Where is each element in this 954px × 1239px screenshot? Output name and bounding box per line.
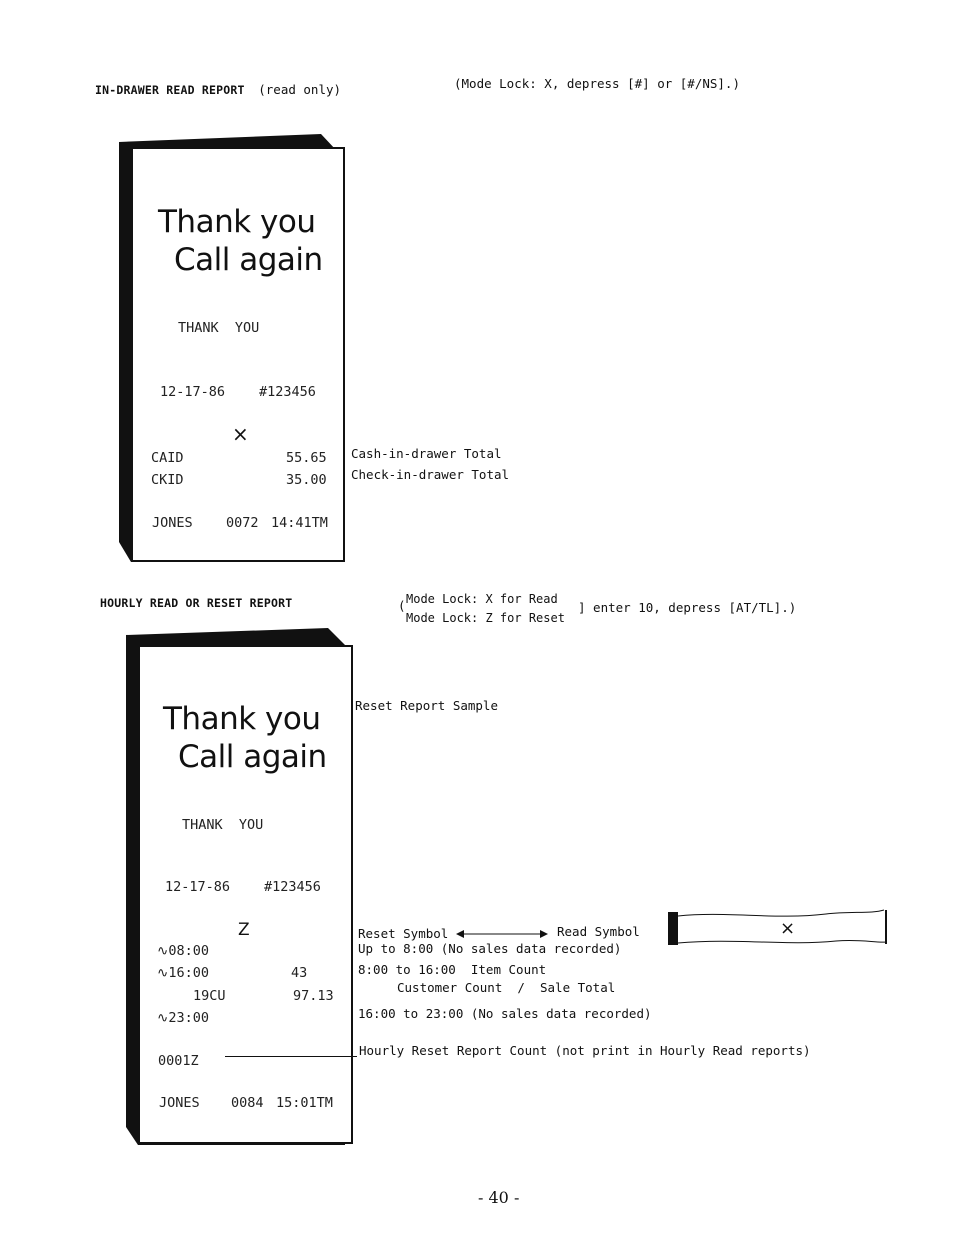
- receipt2-reset-symbol: Z: [238, 920, 250, 940]
- receipt2-footer-code: 0084: [231, 1095, 264, 1111]
- note-16-to-23: 16:00 to 23:00 (No sales data recorded): [358, 1006, 652, 1021]
- mode-open-paren: (: [398, 598, 406, 613]
- receipt2-thank-you: THANK YOU: [182, 817, 264, 833]
- note-check-in-drawer: Check-in-drawer Total: [351, 467, 510, 482]
- receipt1-thank-you: THANK YOU: [178, 320, 260, 336]
- receipt1-footer-code: 0072: [226, 515, 259, 531]
- note-read-symbol: Read Symbol: [557, 924, 640, 939]
- read-strip-symbol: ×: [780, 918, 796, 939]
- receipt2-row4-time: 23:00: [168, 1010, 209, 1026]
- receipt1-footer-time: 14:41TM: [271, 515, 328, 531]
- note-up-to-8: Up to 8:00 (No sales data recorded): [358, 941, 622, 956]
- note-reset-symbol: Reset Symbol: [358, 926, 449, 941]
- receipt2-row2-time: 16:00: [168, 965, 209, 981]
- receipt-hourly-reset: [123, 627, 355, 1147]
- page-number: - 40 -: [478, 1188, 520, 1207]
- receipt2-thanks-line2: Call again: [178, 739, 327, 775]
- section1-subtitle: (read only): [258, 82, 342, 97]
- receipt2-row4: [157, 1010, 209, 1026]
- section1-header: [95, 79, 341, 98]
- receipt1-caid-value: 55.65: [286, 450, 327, 466]
- section2-title: HOURLY READ OR RESET REPORT: [100, 596, 293, 610]
- note-cash-in-drawer: Cash-in-drawer Total: [351, 446, 502, 461]
- receipt2-row3-label: 19CU: [193, 988, 226, 1004]
- receipt-in-drawer: [116, 132, 346, 564]
- receipt1-caid-label: CAID: [151, 450, 184, 466]
- double-arrow-icon: [456, 929, 548, 939]
- receipt2-row3-value: 97.13: [293, 988, 334, 1004]
- receipt2-date: 12-17-86: [165, 879, 231, 895]
- receipt2-row2: [157, 965, 209, 981]
- receipt1-ckid-label: CKID: [151, 472, 184, 488]
- approx-mark-icon: ∿: [157, 943, 169, 959]
- note-hourly-reset-count: Hourly Reset Report Count (not print in Hourly Read reports): [359, 1043, 811, 1058]
- receipt2-thanks-line1: Thank you: [163, 701, 321, 737]
- note-8-to-16: 8:00 to 16:00 Item Count: [358, 962, 547, 977]
- note-reset-sample: Reset Report Sample: [355, 698, 498, 713]
- receipt2-row1-time: 08:00: [168, 943, 209, 959]
- section1-title: IN-DRAWER READ REPORT: [95, 83, 245, 97]
- receipt1-footer-name: JONES: [152, 515, 193, 531]
- receipt2-footer-name: JONES: [159, 1095, 200, 1111]
- mode-reset-line: Mode Lock: Z for Reset: [406, 611, 565, 625]
- approx-mark-icon: ∿: [157, 1010, 169, 1026]
- receipt1-thanks-line1: Thank you: [158, 204, 316, 240]
- note-customer-count: Customer Count / Sale Total: [397, 980, 616, 995]
- count-leader-line: [225, 1056, 357, 1057]
- receipt2-footer-time: 15:01TM: [276, 1095, 333, 1111]
- receipt2-reset-count: 0001Z: [158, 1053, 199, 1069]
- receipt2-row1: [157, 943, 209, 959]
- mode-close-note: ] enter 10, depress [AT/TL].): [578, 600, 797, 615]
- receipt2-row2-value: 43: [291, 965, 308, 981]
- section2-mode-note: [398, 590, 818, 630]
- receipt1-number: #123456: [259, 384, 316, 400]
- approx-mark-icon: ∿: [157, 965, 169, 981]
- receipt1-ckid-value: 35.00: [286, 472, 327, 488]
- read-strip-sample: [666, 908, 892, 948]
- receipt1-thanks-line2: Call again: [174, 242, 323, 278]
- receipt1-read-symbol: ×: [232, 422, 249, 446]
- section1-mode-note: (Mode Lock: X, depress [#] or [#/NS].): [454, 76, 740, 91]
- mode-read-line: Mode Lock: X for Read: [406, 592, 558, 606]
- receipt1-date: 12-17-86: [160, 384, 226, 400]
- receipt2-number: #123456: [264, 879, 321, 895]
